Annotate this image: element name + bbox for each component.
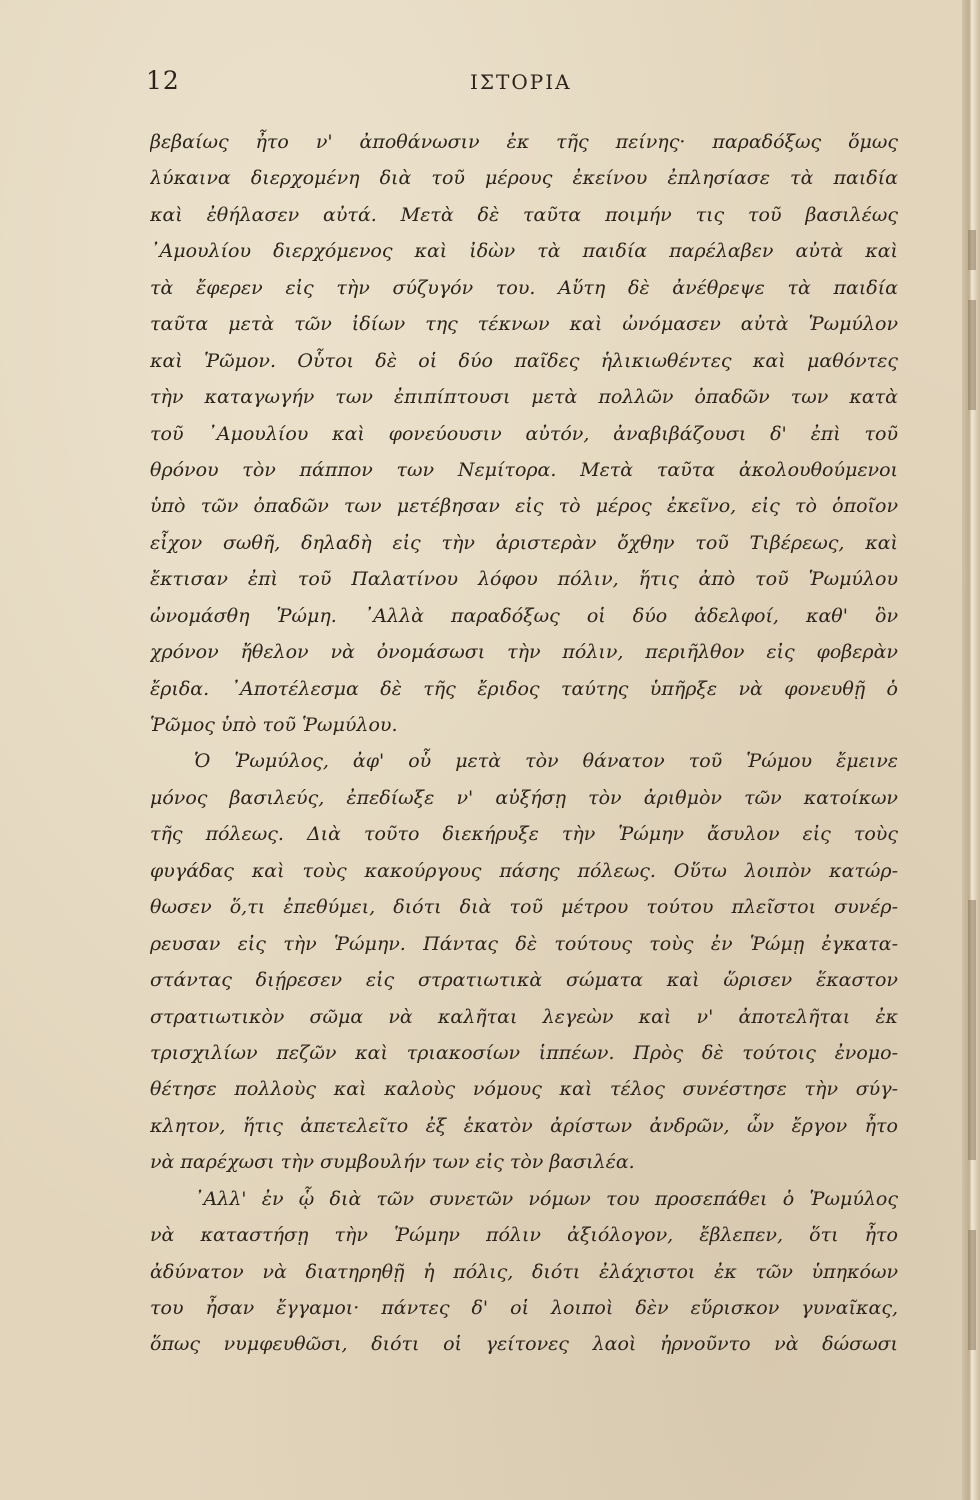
text-line: τὰ ἔφερεν εἰς τὴν σύζυγόν του. Αὕτη δὲ ἀνέθρεψε τὰ παιδία — [150, 276, 898, 299]
text-line: νὰ καταστήσῃ τὴν Ῥώμην πόλιν ἀξιόλογον, ἔβλεπεν, ὅτι ἦτο — [150, 1224, 898, 1247]
text-line: ἔριδα. ᾿Αποτέλεσμα δὲ τῆς ἔριδος ταύτης ὑπῆρξε νὰ φονευθῇ ὁ — [150, 677, 898, 700]
text-line: κλητον, ἥτις ἀπετελεῖτο ἐξ ἑκατὸν ἀρίστων ἀνδρῶν, ὧν ἔργον ἦτο — [150, 1114, 898, 1137]
body-text — [150, 124, 898, 1363]
text-line: φυγάδας καὶ τοὺς κακούργους πάσης πόλεως. Οὕτω λοιπὸν κατώρ- — [150, 859, 898, 882]
running-head: ΙΣΤΟΡΙΑ — [470, 70, 572, 94]
paragraph-start-line: ᾿Αλλ' ἐν ᾧ διὰ τῶν συνετῶν νόμων του προσεπάθει ὁ Ῥωμύλος — [194, 1187, 898, 1210]
paragraph-start-line: Ὁ Ῥωμύλος, ἀφ' οὗ μετὰ τὸν θάνατον τοῦ Ῥώμου ἔμεινε — [194, 750, 898, 773]
text-line: ὑπὸ τῶν ὀπαδῶν των μετέβησαν εἰς τὸ μέρος ἐκεῖνο, εἰς τὸ ὁποῖον — [150, 495, 898, 518]
text-line: θέτησε πολλοὺς καὶ καλοὺς νόμους καὶ τέλος συνέστησε τὴν σύγ- — [150, 1078, 898, 1101]
text-line: καὶ ἐθήλασεν αὐτά. Μετὰ δὲ ταῦτα ποιμήν τις τοῦ βασιλέως — [150, 203, 898, 226]
edge-mark — [968, 900, 976, 1160]
text-line: τὴν καταγωγήν των ἐπιπίπτουσι μετὰ πολλῶν ὀπαδῶν των κατὰ — [150, 386, 898, 409]
text-line: στάντας διῄρεσεν εἰς στρατιωτικὰ σώματα καὶ ὥρισεν ἕκαστον — [150, 969, 898, 992]
text-line: βεβαίως ἦτο ν' ἀποθάνωσιν ἐκ τῆς πείνης· παραδόξως ὅμως — [150, 131, 898, 153]
page-header — [0, 66, 962, 106]
edge-mark — [968, 1230, 976, 1350]
page-edge — [962, 0, 980, 1500]
text-line: θρόνου τὸν πάππον των Νεμίτορα. Μετὰ ταῦτα ἀκολουθούμενοι — [150, 458, 898, 481]
text-line: τοῦ ᾿Αμουλίου καὶ φονεύουσιν αὐτόν, ἀναβιβάζουσι δ' ἐπὶ τοῦ — [150, 422, 898, 445]
text-line: τρισχιλίων πεζῶν καὶ τριακοσίων ἱππέων. Πρὸς δὲ τούτοις ἐνομο- — [150, 1041, 898, 1064]
text-line: ταῦτα μετὰ τῶν ἰδίων της τέκνων καὶ ὠνόμασεν αὐτὰ Ῥωμύλον — [150, 313, 898, 336]
text-line: λύκαινα διερχομένη διὰ τοῦ μέρους ἐκείνου ἐπλησίασε τὰ παιδία — [150, 167, 898, 190]
text-line: του ἦσαν ἔγγαμοι· πάντες δ' οἱ λοιποὶ δὲν εὕρισκον γυναῖκας, — [150, 1297, 898, 1319]
edge-mark — [968, 230, 976, 270]
text-line: χρόνον ἤθελον νὰ ὀνομάσωσι τὴν πόλιν, περιῆλθον εἰς φοβερὰν — [150, 641, 898, 664]
page-number: 12 — [146, 66, 180, 95]
paragraph-end-line: Ῥῶμος ὑπὸ τοῦ Ῥωμύλου. — [150, 714, 398, 736]
text-line: εἶχον σωθῆ, δηλαδὴ εἰς τὴν ἀριστερὰν ὄχθην τοῦ Τιβέρεως, καὶ — [150, 531, 898, 554]
text-line: ὅπως νυμφευθῶσι, διότι οἱ γείτονες λαοὶ ἠρνοῦντο νὰ δώσωσι — [150, 1333, 898, 1356]
text-line: ἔκτισαν ἐπὶ τοῦ Παλατίνου λόφου πόλιν, ἥτις ἀπὸ τοῦ Ῥωμύλου — [150, 568, 898, 591]
text-line: θωσεν ὅ,τι ἐπεθύμει, διότι διὰ τοῦ μέτρου τούτου πλεῖστοι συνέρ- — [150, 896, 898, 919]
text-line: καὶ Ῥῶμον. Οὗτοι δὲ οἱ δύο παῖδες ἡλικιωθέντες καὶ μαθόντες — [150, 349, 898, 372]
text-line: ὠνομάσθη Ῥώμη. ᾿Αλλὰ παραδόξως οἱ δύο ἀδελφοί, καθ' ὃν — [150, 604, 898, 627]
text-line: στρατιωτικὸν σῶμα νὰ καλῆται λεγεὼν καὶ ν' ἀποτελῆται ἐκ — [150, 1005, 898, 1028]
text-line: ρευσαν εἰς τὴν Ῥώμην. Πάντας δὲ τούτους τοὺς ἐν Ῥώμῃ ἐγκατα- — [150, 932, 898, 955]
paragraph-end-line: νὰ παρέχωσι τὴν συμβουλήν των εἰς τὸν βασιλέα. — [150, 1151, 635, 1174]
text-line: μόνος βασιλεύς, ἐπεδίωξε ν' αὐξήσῃ τὸν ἀριθμὸν τῶν κατοίκων — [150, 786, 898, 809]
edge-mark — [968, 300, 976, 410]
text-line: ᾿Αμουλίου διερχόμενος καὶ ἰδὼν τὰ παιδία παρέλαβεν αὐτὰ καὶ — [150, 240, 898, 263]
text-line: τῆς πόλεως. Διὰ τοῦτο διεκήρυξε τὴν Ῥώμην ἄσυλον εἰς τοὺς — [150, 823, 898, 846]
text-line: ἀδύνατον νὰ διατηρηθῇ ἡ πόλις, διότι ἐλάχιστοι ἐκ τῶν ὑπηκόων — [150, 1260, 898, 1283]
